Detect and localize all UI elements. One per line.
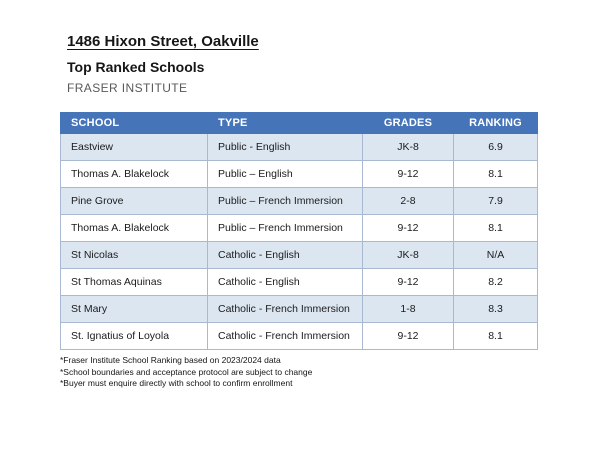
type-cell: Public – French Immersion [208,188,363,215]
source-label: FRASER INSTITUTE [67,81,188,95]
school-cell: Thomas A. Blakelock [61,215,208,242]
table-row [61,161,538,188]
table-row [61,134,538,161]
table-row [61,242,538,269]
column-header-type: TYPE [208,113,363,134]
ranking-cell: 8.1 [454,323,538,350]
table-row [61,215,538,242]
table-row [61,188,538,215]
footnote-line: *Buyer must enquire directly with school to confirm enrollment [60,378,293,388]
column-header-ranking: RANKING [454,113,538,134]
type-cell: Public - English [208,134,363,161]
school-cell: Eastview [61,134,208,161]
type-cell: Catholic - French Immersion [208,296,363,323]
type-cell: Catholic - English [208,242,363,269]
table-header-row [61,113,538,134]
grades-cell: 9-12 [363,269,454,296]
ranking-cell: 7.9 [454,188,538,215]
page-subtitle: Top Ranked Schools [67,59,205,75]
table-row [61,323,538,350]
school-cell: St Thomas Aquinas [61,269,208,296]
school-cell: St Nicolas [61,242,208,269]
grades-cell: 9-12 [363,323,454,350]
schools-table [60,112,538,350]
grades-cell: 1-8 [363,296,454,323]
column-header-grades: GRADES [363,113,454,134]
column-header-school: SCHOOL [61,113,208,134]
school-cell: St Mary [61,296,208,323]
ranking-cell: 8.2 [454,269,538,296]
school-cell: Pine Grove [61,188,208,215]
grades-cell: 2-8 [363,188,454,215]
footnote-line: *School boundaries and acceptance protocol are subject to change [60,366,313,377]
table-row [61,269,538,296]
ranking-cell: 6.9 [454,134,538,161]
ranking-cell: N/A [454,242,538,269]
grades-cell: JK-8 [363,242,454,269]
table-row [61,296,538,323]
ranking-cell: 8.1 [454,161,538,188]
school-cell: St. Ignatius of Loyola [61,323,208,350]
type-cell: Catholic - English [208,269,363,296]
type-cell: Public – English [208,161,363,188]
ranking-cell: 8.3 [454,296,538,323]
address-title: 1486 Hixon Street, Oakville [67,33,259,50]
grades-cell: 9-12 [363,161,454,188]
grades-cell: JK-8 [363,134,454,161]
footnote-line: *Fraser Institute School Ranking based on 2023/2024 data [60,355,281,365]
type-cell: Catholic - French Immersion [208,323,363,350]
ranking-cell: 8.1 [454,215,538,242]
type-cell: Public – French Immersion [208,215,363,242]
grades-cell: 9-12 [363,215,454,242]
school-cell: Thomas A. Blakelock [61,161,208,188]
footnotes [60,355,600,390]
